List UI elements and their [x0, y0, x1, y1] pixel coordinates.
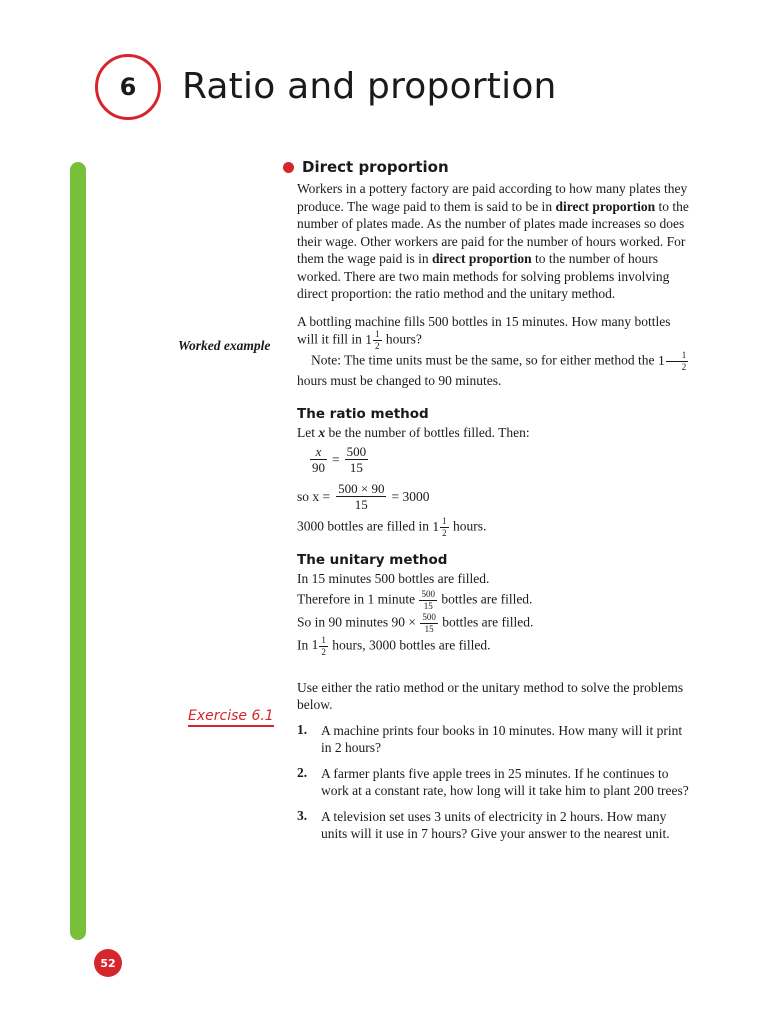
ratio-method-intro: Let x be the number of bottles filled. Then: [297, 424, 530, 440]
unitary-line-2: Therefore in 1 minute $\frac{500}{15}$ bottles are filled. [297, 588, 533, 611]
chapter-number: 6 [119, 73, 137, 101]
page-content [297, 158, 692, 843]
exercise-intro: Use either the ratio method or the unitary method to solve the problems below. [297, 679, 684, 712]
intro-paragraph: Workers in a pottery factory are paid according to how many plates they produce. The wage paid to them is said to be in direct proportion to the number of plates made. As the number of plates made increases so does their wage. Other workers are paid for the number of hours worked. For them the wage paid is in direct proportion to the number of hours worked. There are two main methods for solving problems involving direct proportion: the ratio method and the unitary method. [297, 181, 689, 301]
ratio-method-heading: The ratio method [297, 405, 429, 422]
chapter-title: Ratio and proportion [182, 66, 557, 107]
ratio-equation: $\frac{x}{90}$ = $\frac{500}{15}$ [312, 444, 367, 475]
chapter-number-badge [95, 54, 161, 120]
worked-example-question: A bottling machine fills 500 bottles in 15 minutes. How many bottles will it fill in 1 $\frac{1}{2}$ hours? [297, 313, 671, 351]
unitary-method-heading: The unitary method [297, 552, 448, 568]
bullet-icon [283, 162, 294, 173]
ratio-solution: so x = $\frac{500 \times 90}{15}$ = 3000 [297, 481, 430, 512]
unitary-line-3: So in 90 minutes 90 × $\frac{500}{15}$ bottles are filled. [297, 611, 534, 634]
unitary-line-4: In 1 $\frac{1}{2}$ hours, 3000 bottles are filled. [297, 634, 491, 657]
unitary-line-1: In 15 minutes 500 bottles are filled. [297, 571, 490, 586]
ratio-result: 3000 bottles are filled in 1 $\frac{1}{2}$ hours. [297, 516, 487, 538]
worked-example-label: Worked example [178, 338, 271, 353]
exercise-item: 3. A television set uses 3 units of electricity in 2 hours. How many units will it use in 7 hours? Give your answer to the nearest unit. [297, 807, 670, 841]
page-number: 52 [94, 949, 122, 977]
exercise-item: 2. A farmer plants five apple trees in 25 minutes. If he continues to work at a constant rate, how long will it take him to plant 200 trees? [297, 764, 689, 798]
exercise-label: Exercise 6.1 [188, 708, 274, 727]
worked-example-note: Note: The time units must be the same, so for either method the 1 $\frac{1}{2}$ hours must be changed to 90 minutes. [297, 350, 687, 388]
exercise-item: 1. A machine prints four books in 10 minutes. How many will it print in 2 hours? [297, 721, 683, 755]
section-heading: Direct proportion [297, 158, 692, 176]
side-bar-decoration [70, 162, 86, 940]
